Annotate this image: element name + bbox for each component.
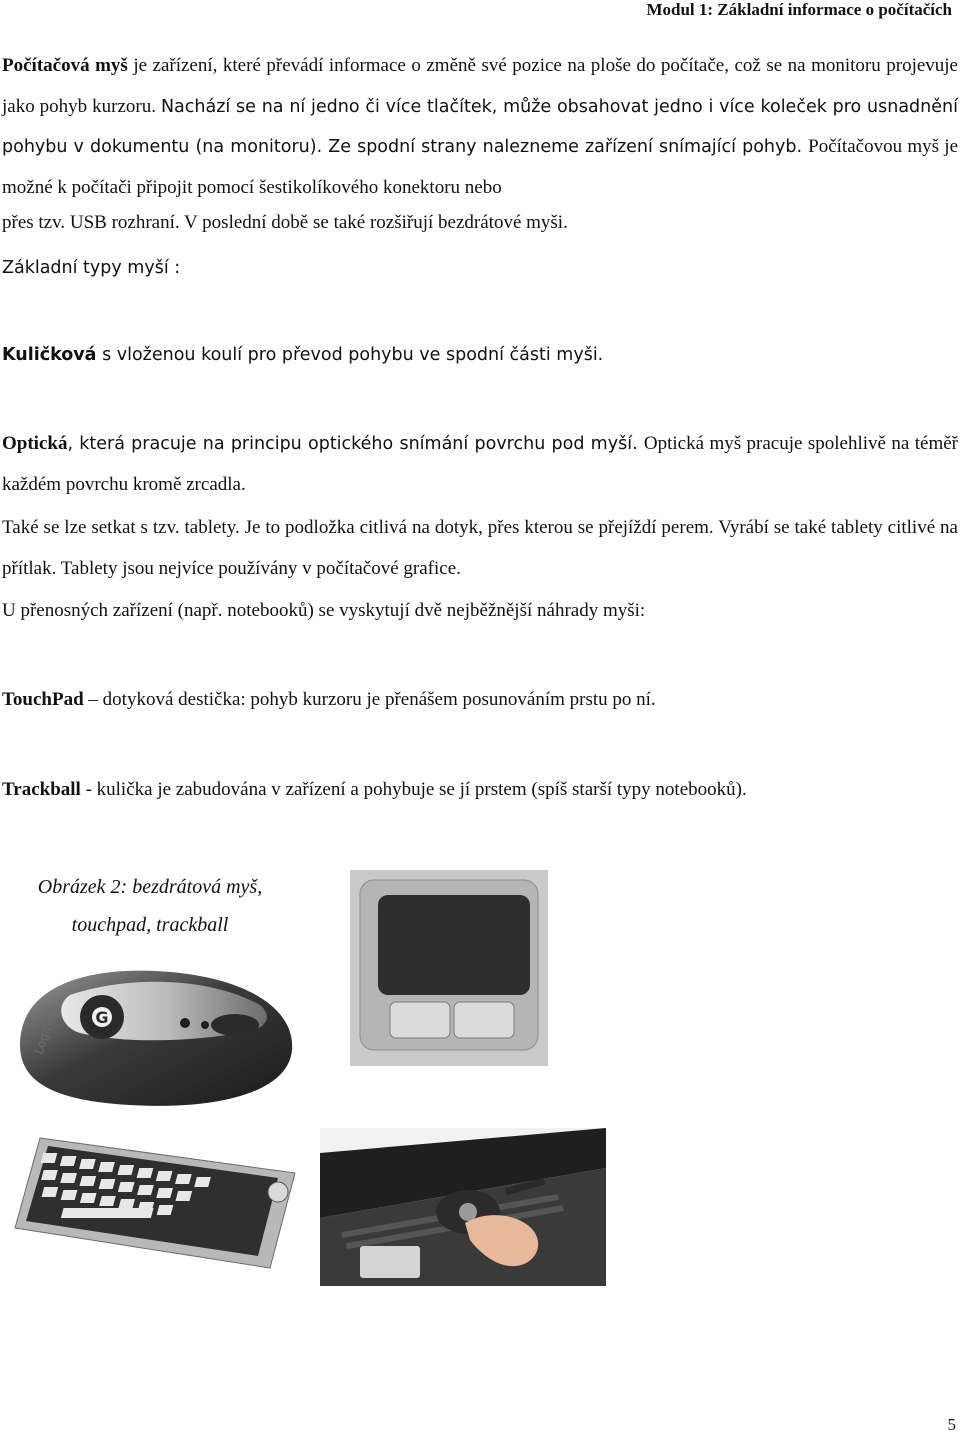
svg-text:G: G — [95, 1008, 109, 1027]
laptop-trackball-image — [320, 1128, 606, 1286]
trackball-paragraph: Trackball - kulička je zabudována v zařízení a pohybuje se jí prstem (spíš starší typy notebooků). — [2, 779, 747, 800]
touchpad-image — [350, 870, 548, 1066]
figure-caption: Obrázek 2: bezdrátová myš, touchpad, trackball — [37, 876, 263, 936]
wireless-mouse-image — [10, 955, 300, 1115]
tablets-paragraph: Také se lze setkat s tzv. tablety. Je to podložka citlivá na dotyk, přes kterou se přejíždí perem. Vyrábí se také tablety citlivé na přítlak. Tablety jsou nejvíce používány v počítačové grafice. — [2, 517, 958, 579]
touchpad-paragraph: TouchPad – dotyková destička: pohyb kurzoru je přenášem posunováním prstu po ní. — [2, 689, 656, 710]
term-touchpad: TouchPad — [2, 689, 84, 710]
term-optical-mouse: Optická — [2, 433, 68, 454]
running-header: Modul 1: Základní informace o počítačích — [646, 0, 952, 19]
intro-paragraph-end: přes tzv. USB rozhraní. V poslední době se také rozšiřují bezdrátové myši. — [2, 212, 568, 233]
keyboard-trackball-image — [10, 1128, 300, 1276]
intro-paragraph: Počítačová myš je zařízení, které převádí informace o změně své pozice na ploše do počítače, což se na monitoru projevuje jako pohyb kurzoru. Nachází se na ní jedno či více tlačítek, může obsahovat jedno i více koleček pro usnadnění pohybu v dokumentu (na monitoru). Ze spodní strany nalezneme zařízení snímající pohyb. Počítačovou myš je možné k počítači připojit pomocí šestikolíkového konektoru nebo — [2, 55, 959, 198]
optical-mouse-paragraph: Optická, která pracuje na principu optického snímání povrchu pod myší. Optická myš pracuje spolehlivě na téměř každém povrchu kromě zrcadla. — [2, 433, 958, 495]
svg-text:Logitech: Logitech — [31, 1003, 61, 1056]
page-number: 5 — [947, 1415, 956, 1434]
ball-mouse-paragraph: Kuličková s vloženou koulí pro převod pohybu ve spodní části myši. — [2, 345, 604, 365]
notebooks-paragraph: U přenosných zařízení (např. notebooků) se vyskytují dvě nejběžnější náhrady myši: — [2, 600, 646, 621]
types-heading: Základní typy myší : — [2, 258, 181, 278]
term-ball-mouse: Kuličková — [2, 345, 97, 365]
term-trackball: Trackball — [2, 779, 81, 800]
term-computer-mouse: Počítačová myš — [2, 55, 128, 76]
